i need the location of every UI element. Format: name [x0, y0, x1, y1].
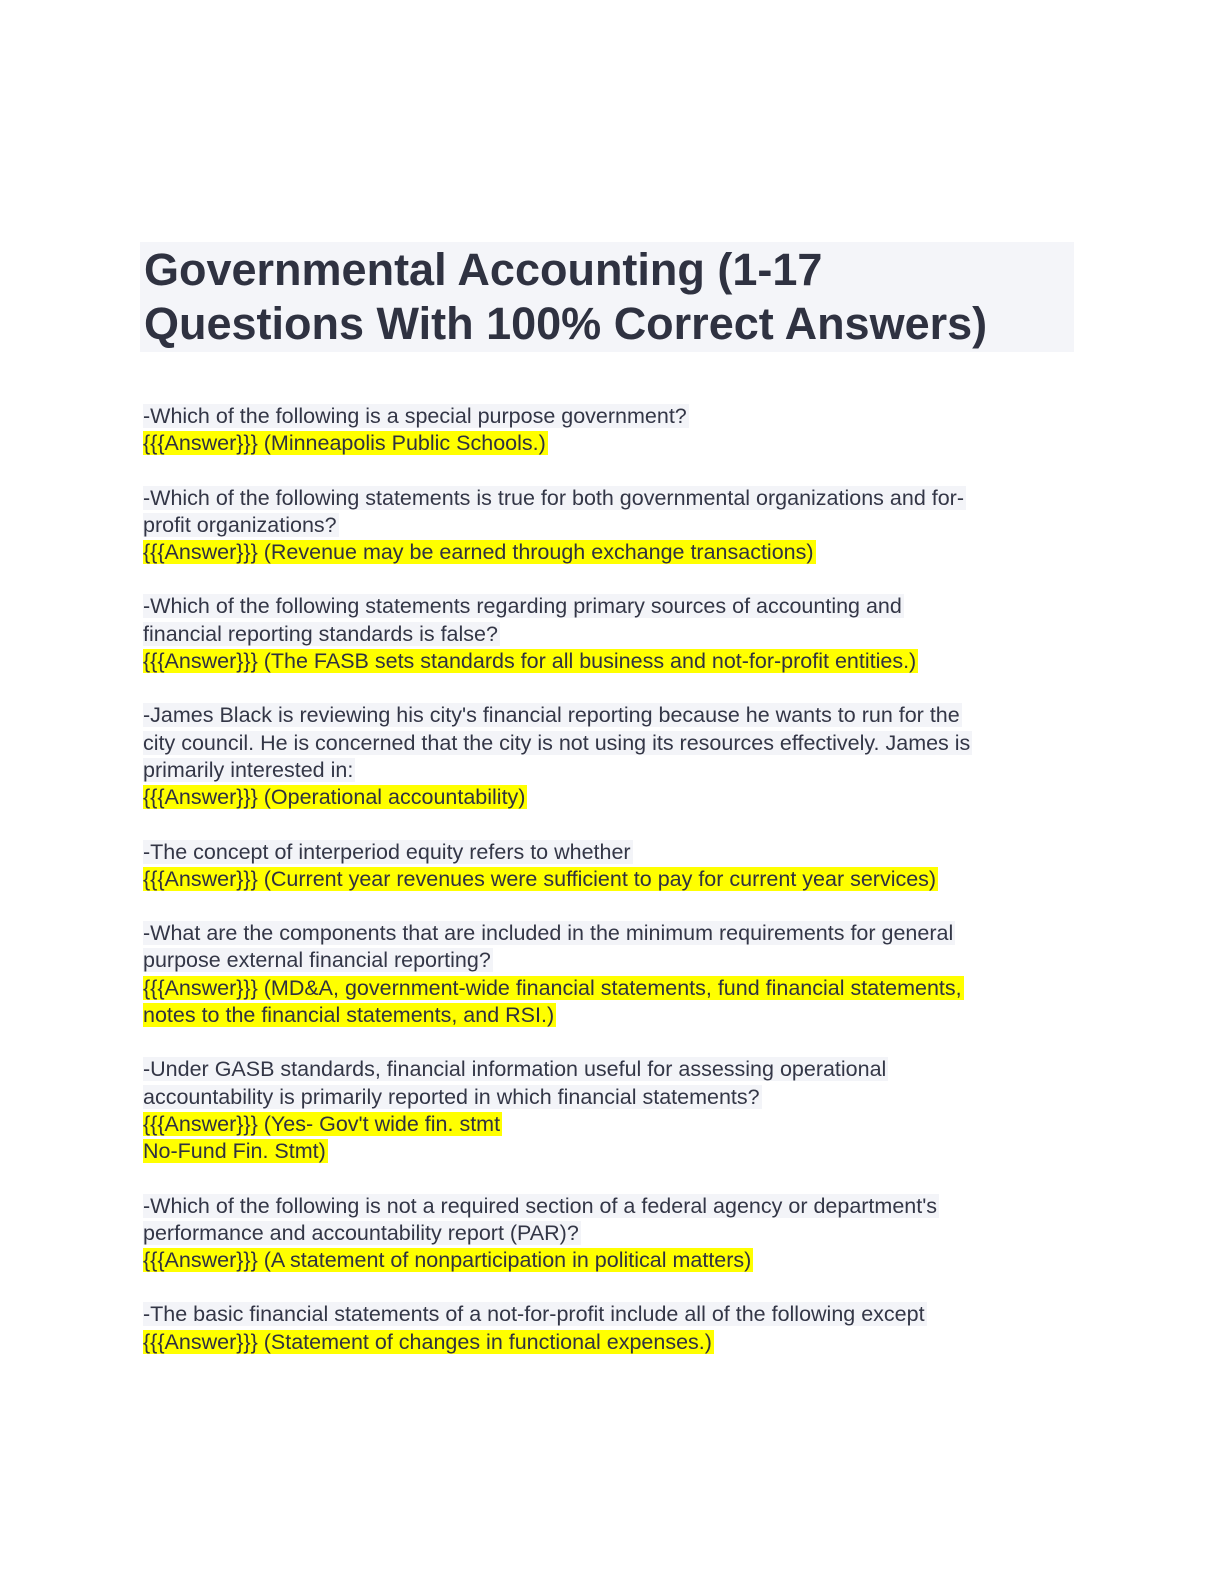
qa-item [143, 403, 1073, 458]
question-line: -The basic financial statements of a not-for-profit include all of the following except [143, 1302, 925, 1327]
answer-line: {{{Answer}}} (MD&A, government-wide financial statements, fund financial statements, [143, 975, 962, 1000]
question-line: purpose external financial reporting? [143, 948, 491, 973]
title-line: Governmental Accounting (1-17 [144, 244, 823, 295]
answer-line: {{{Answer}}} (Yes- Gov't wide fin. stmt [143, 1111, 501, 1136]
qa-item [143, 839, 1073, 894]
qa-item [143, 1056, 1073, 1165]
question-line: financial reporting standards is false? [143, 621, 498, 646]
qa-item [143, 1193, 1073, 1275]
answer-line: {{{Answer}}} (Statement of changes in functional expenses.) [143, 1329, 712, 1354]
question-line: -James Black is reviewing his city's financial reporting because he wants to run for the [143, 703, 960, 728]
qa-item [143, 485, 1073, 567]
question-line: primarily interested in: [143, 757, 354, 782]
answer-line: {{{Answer}}} (The FASB sets standards for all business and not-for-profit entities.) [143, 649, 917, 674]
question-line: -What are the components that are included in the minimum requirements for general [143, 921, 954, 946]
title-line: Questions With 100% Correct Answers) [144, 298, 988, 349]
answer-line: {{{Answer}}} (Current year revenues were sufficient to pay for current year services) [143, 866, 937, 891]
qa-item [143, 702, 1073, 811]
question-list [143, 403, 1073, 1383]
question-line: city council. He is concerned that the city is not using its resources effectively. James is [143, 730, 971, 755]
answer-line: {{{Answer}}} (Revenue may be earned through exchange transactions) [143, 540, 814, 565]
question-line: -The concept of interperiod equity refers to whether [143, 839, 631, 864]
qa-item [143, 920, 1073, 1029]
document-title [140, 242, 1074, 352]
question-line: -Which of the following is a special purpose government? [143, 404, 687, 428]
answer-line: {{{Answer}}} (A statement of nonparticipation in political matters) [143, 1248, 752, 1273]
qa-item [143, 1301, 1073, 1356]
question-line: performance and accountability report (PAR)? [143, 1220, 579, 1245]
question-line: -Which of the following statements regarding primary sources of accounting and [143, 594, 902, 619]
question-line: -Which of the following statements is true for both governmental organizations and for- [143, 485, 964, 510]
answer-line: {{{Answer}}} (Minneapolis Public Schools.) [143, 431, 546, 456]
question-line: accountability is primarily reported in which financial statements? [143, 1084, 760, 1109]
answer-line: No-Fund Fin. Stmt) [143, 1139, 326, 1164]
question-line: profit organizations? [143, 512, 337, 537]
answer-line: notes to the financial statements, and RSI.) [143, 1003, 555, 1028]
question-line: -Under GASB standards, financial information useful for assessing operational [143, 1057, 887, 1082]
answer-line: {{{Answer}}} (Operational accountability) [143, 785, 526, 810]
qa-item [143, 593, 1073, 675]
question-line: -Which of the following is not a required section of a federal agency or department's [143, 1193, 938, 1218]
